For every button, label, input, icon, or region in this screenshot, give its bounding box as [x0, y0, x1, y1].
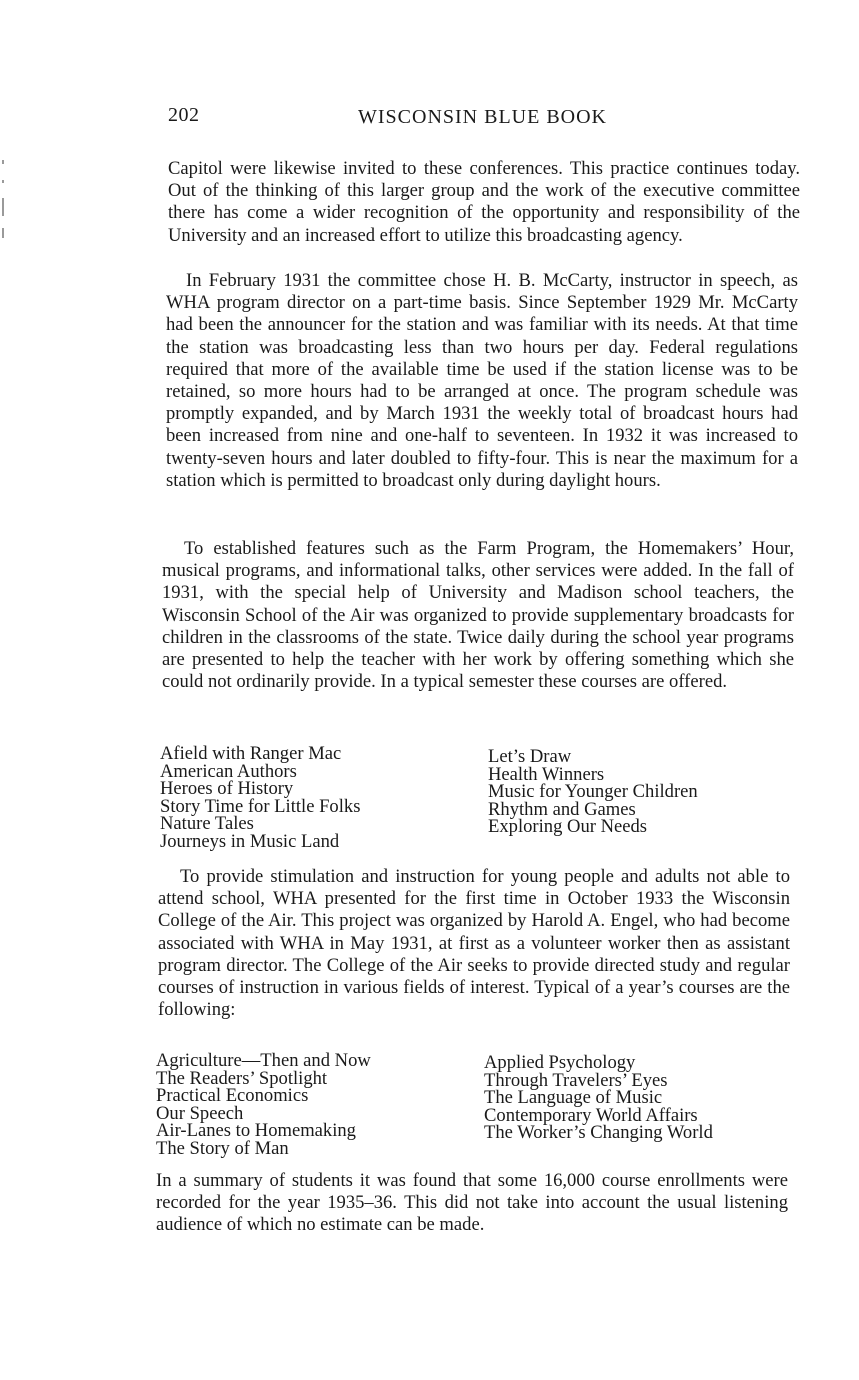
list-item: Music for Younger Children [488, 781, 698, 803]
list-item: Let’s Draw [488, 746, 572, 767]
list-item: Journeys in Music Land [160, 830, 340, 852]
list-item: Afield with Ranger Mac [160, 743, 342, 764]
list-item: Through Travelers’ Eyes [484, 1069, 668, 1091]
list-item: Our Speech [156, 1102, 244, 1124]
list-item: American Authors [160, 760, 297, 782]
list-item: The Story of Man [156, 1137, 289, 1159]
list-item: Story Time for Little Folks [160, 795, 361, 817]
list-item: Air-Lanes to Homemaking [156, 1120, 356, 1142]
college-of-air-list-right [484, 1054, 713, 1142]
list-item: Heroes of History [160, 778, 294, 800]
list-item: Health Winners [488, 763, 605, 785]
list-item: Rhythm and Games [488, 798, 636, 820]
running-title: WISCONSIN BLUE BOOK [358, 106, 607, 128]
list-item: Nature Tales [160, 813, 254, 835]
paragraph-4: To provide stimulation and instruction for young people and adults not able to attend school, WHA presented for the first time in October 1933 the Wisconsin College of the Air. This project was organized by Harold A. Engel, who had become associated with WHA in May 1931, at first as a volunteer worker then as assistant program director. The College of the Air seeks to provide directed study and regular courses of instruction in various fields of interest. Typical of a year’s courses are the following: [158, 866, 790, 1021]
list-item: Applied Psychology [484, 1052, 636, 1073]
list-item: The Worker’s Changing World [484, 1122, 713, 1144]
page-number: 202 [168, 104, 200, 126]
paragraph-2: In February 1931 the committee chose H. B. McCarty, instructor in speech, as WHA program director on a part-time basis. Since September 1929 Mr. McCarty had been the announcer for the station and was familiar with its needs. At that time the station was broadcasting less than two hours per day. Federal regulations required that more of the available time be used if the station license was to be retained, so more hours had to be arranged at once. The program schedule was promptly expanded, and by March 1931 the weekly total of broadcast hours had been increased from nine and one-half to seventeen. In 1932 it was increased to twenty-seven hours and later doubled to fifty-four. This is near the maximum for a station which is permitted to broadcast only during daylight hours. [166, 270, 798, 491]
college-of-air-list-left [156, 1052, 371, 1158]
paragraph-3: To established features such as the Farm Program, the Homemakers’ Hour, musical programs, and informational talks, other services were added. In the fall of 1931, with the special help of University and Madison school teachers, the Wisconsin School of the Air was organized to provide supplementary broadcasts for children in the classrooms of the state. Twice daily during the school year programs are presented to help the teacher with her work by offering something which she could not ordinarily provide. In a typical semester these courses are offered. [162, 538, 794, 693]
list-item: Exploring Our Needs [488, 816, 648, 838]
paragraph-5: In a summary of students it was found that some 16,000 course enrollments were recorded for the year 1935–36. This did not take into account the usual listening audience of which no estimate can be made. [156, 1170, 788, 1236]
list-item: The Language of Music [484, 1087, 663, 1109]
school-of-air-list-left [160, 745, 360, 851]
paragraph-1: Capitol were likewise invited to these conferences. This practice continues today. Out of the thinking of this larger group and the work of the executive committee there has come a wider recognition of the opportunity and responsibility of the University and an increased effort to utilize this broadcasting agency. [168, 158, 800, 246]
list-item: Practical Economics [156, 1085, 309, 1107]
running-header [168, 104, 798, 134]
list-item: Agriculture—Then and Now [156, 1050, 371, 1071]
list-item: The Readers’ Spotlight [156, 1067, 328, 1089]
binding-marks [0, 150, 8, 250]
list-item: Contemporary World Affairs [484, 1104, 698, 1126]
school-of-air-list-right [488, 748, 698, 836]
